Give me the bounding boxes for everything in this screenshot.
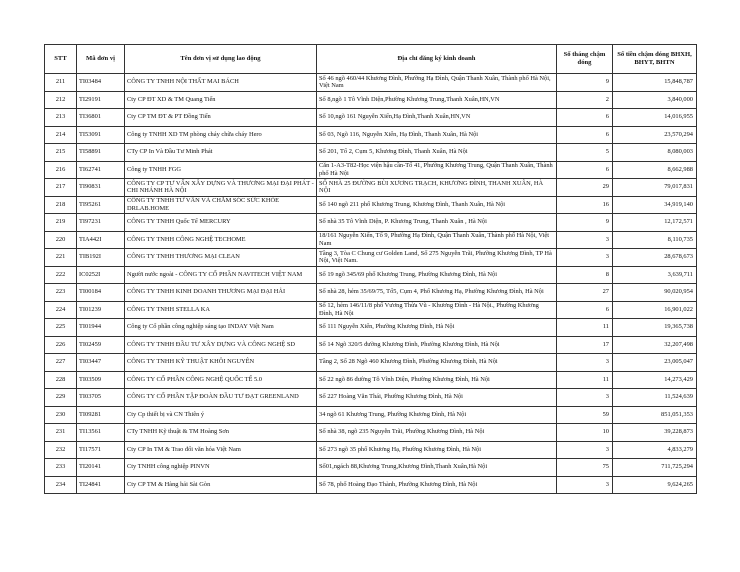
row-stt: 217 <box>45 179 77 197</box>
row-months-late: 27 <box>557 284 613 302</box>
header-code: Mã đơn vị <box>77 45 125 74</box>
table-row <box>45 74 697 92</box>
row-months-late: 3 <box>557 441 613 459</box>
row-stt: 228 <box>45 371 77 389</box>
table-row <box>45 284 697 302</box>
table-row <box>45 336 697 354</box>
row-company-name: CTy CP In Và Đầu Tư Minh Phát <box>125 144 317 162</box>
row-amount-late: 28,678,673 <box>613 249 697 267</box>
row-amount-late: 14,273,429 <box>613 371 697 389</box>
row-code: TI58891 <box>77 144 125 162</box>
row-code: TI29191 <box>77 91 125 109</box>
row-code: TI03509 <box>77 371 125 389</box>
row-code: TI62741 <box>77 161 125 179</box>
row-code: TI97231 <box>77 214 125 232</box>
row-months-late: 17 <box>557 336 613 354</box>
row-address: Số 12, hẻm 146/11/8 phố Vương Thừa Vũ - Khương Đình - Hà Nội., Phường Khương Đình, Hà Nội <box>317 301 557 319</box>
row-months-late: 10 <box>557 424 613 442</box>
row-code: IC0252I <box>77 266 125 284</box>
row-address: Số 19 ngõ 345/69 phố Khương Trung, Phường Khương Đình, Hà Nội <box>317 266 557 284</box>
row-address: Số nhà 35 Tô Vĩnh Diện, P. Khương Trung, Thanh Xuân , Hà Nội <box>317 214 557 232</box>
row-address: SỐ NHÀ 25 ĐƯỜNG BÙI XƯƠNG TRẠCH, KHƯƠNG ĐÌNH, THANH XUÂN, HÀ NỘI <box>317 179 557 197</box>
row-stt: 229 <box>45 389 77 407</box>
row-stt: 218 <box>45 196 77 214</box>
row-code: TIA442I <box>77 231 125 249</box>
row-code: TI03447 <box>77 354 125 372</box>
row-amount-late: 3,639,711 <box>613 266 697 284</box>
row-address: Số 78, phố Hoàng Đạo Thành, Phường Khương Đình, Hà Nội <box>317 476 557 494</box>
row-code: TI03705 <box>77 389 125 407</box>
row-company-name: Công ty Cổ phần công nghiệp sáng tạo INDAY Việt Nam <box>125 319 317 337</box>
row-company-name: CÔNG TY TNHH TƯ VẤN VÀ CHĂM SÓC SỨC KHỎE DRLAB.HOME <box>125 196 317 214</box>
row-address: Số 140 ngõ 211 phố Khương Trung, Khương Đình, Thanh Xuân, Hà Nội <box>317 196 557 214</box>
row-address: Số 8,ngõ 1 Tô Vĩnh Diện,Phường Khương Trung,Thanh Xuân,HN,VN <box>317 91 557 109</box>
row-months-late: 3 <box>557 231 613 249</box>
row-amount-late: 8,110,735 <box>613 231 697 249</box>
row-amount-late: 23,005,047 <box>613 354 697 372</box>
row-company-name: CÔNG TY TNHH STELLA KA <box>125 301 317 319</box>
table-row <box>45 354 697 372</box>
row-company-name: CÔNG TY CỔ PHẦN CÔNG NGHỆ QUỐC TẾ 5.0 <box>125 371 317 389</box>
row-stt: 224 <box>45 301 77 319</box>
row-code: TI13561 <box>77 424 125 442</box>
row-stt: 233 <box>45 459 77 477</box>
row-company-name: CÔNG TY TNHH THƯƠNG MẠI CLEAN <box>125 249 317 267</box>
row-company-name: Người nước ngoài - CÔNG TY CỔ PHẦN NAVITECH VIỆT NAM <box>125 266 317 284</box>
row-address: Số 14 Ngõ 320/5 đường Khương Đình, Phường Khương Đình, Hà Nội <box>317 336 557 354</box>
row-company-name: CÔNG TY TNHH Quốc Tế MERCURY <box>125 214 317 232</box>
row-company-name: Cty CP TM ĐT & PT Đồng Tiến <box>125 109 317 127</box>
row-address: Tầng 2, Số 28 Ngõ 460 Khương Đình, Phường Khương Đình, Hà Nội <box>317 354 557 372</box>
row-stt: 215 <box>45 144 77 162</box>
row-address: Số 46 ngõ 460/44 Khương Đình, Phường Hạ Đình, Quận Thanh Xuân, Thành phố Hà Nội, Việt Nam <box>317 74 557 92</box>
row-amount-late: 8,080,003 <box>613 144 697 162</box>
row-amount-late: 23,570,294 <box>613 126 697 144</box>
row-amount-late: 711,725,294 <box>613 459 697 477</box>
row-months-late: 3 <box>557 476 613 494</box>
row-stt: 221 <box>45 249 77 267</box>
row-stt: 220 <box>45 231 77 249</box>
header-row <box>45 45 697 74</box>
row-amount-late: 79,017,831 <box>613 179 697 197</box>
row-months-late: 16 <box>557 196 613 214</box>
table-row <box>45 126 697 144</box>
row-code: TI95261 <box>77 196 125 214</box>
row-address: Tầng 3, Tòa C Chung cư Golden Land, Số 275 Nguyễn Trãi, Phường Khương Đình, TP Hà Nội, Việt Nam. <box>317 249 557 267</box>
table-row <box>45 459 697 477</box>
row-company-name: Cty CP TM & Hàng hải Sài Gòn <box>125 476 317 494</box>
row-amount-late: 19,365,738 <box>613 319 697 337</box>
row-code: TI02459 <box>77 336 125 354</box>
row-months-late: 3 <box>557 354 613 372</box>
table-row <box>45 371 697 389</box>
row-months-late: 5 <box>557 144 613 162</box>
row-company-name: Cty CP In TM & Trao đổi văn hóa Việt Nam <box>125 441 317 459</box>
row-address: 18/161 Nguyễn Xiển, Tổ 9, Phường Hạ Đình, Quận Thanh Xuân, Thành phố Hà Nội, Việt Nam <box>317 231 557 249</box>
row-code: TI01239 <box>77 301 125 319</box>
row-stt: 219 <box>45 214 77 232</box>
row-amount-late: 11,524,639 <box>613 389 697 407</box>
row-address: Số01,ngách 88,Khương Trung,Khương Đình,Thanh Xuân,Hà Nội <box>317 459 557 477</box>
row-amount-late: 90,020,954 <box>613 284 697 302</box>
row-amount-late: 4,833,279 <box>613 441 697 459</box>
table-row <box>45 406 697 424</box>
row-stt: 216 <box>45 161 77 179</box>
row-code: TI17571 <box>77 441 125 459</box>
row-company-name: Công ty TNHH FGG <box>125 161 317 179</box>
header-months: Số tháng chậm đóng <box>557 45 613 74</box>
row-months-late: 3 <box>557 249 613 267</box>
row-amount-late: 39,228,873 <box>613 424 697 442</box>
row-stt: 212 <box>45 91 77 109</box>
row-months-late: 6 <box>557 161 613 179</box>
table-row <box>45 179 697 197</box>
row-code: TI20141 <box>77 459 125 477</box>
row-stt: 227 <box>45 354 77 372</box>
row-months-late: 9 <box>557 74 613 92</box>
row-address: Số 03, Ngõ 116, Nguyễn Xiển, Hạ Đình, Thanh Xuân, Hà Nội <box>317 126 557 144</box>
row-stt: 232 <box>45 441 77 459</box>
row-address: Số 22 ngõ 86 đường Tô Vĩnh Diện, Phường Khương Đình, Hà Nội <box>317 371 557 389</box>
row-company-name: Cty CP ĐT XD & TM Quang Tiến <box>125 91 317 109</box>
row-stt: 211 <box>45 74 77 92</box>
row-months-late: 2 <box>557 91 613 109</box>
row-company-name: CÔNG TY CP TƯ VẤN XÂY DỰNG VÀ THƯƠNG MẠI ĐẠI PHÁT - CHI NHÁNH HÀ NỘI <box>125 179 317 197</box>
row-stt: 223 <box>45 284 77 302</box>
row-stt: 222 <box>45 266 77 284</box>
row-amount-late: 15,848,787 <box>613 74 697 92</box>
row-code: TI00184 <box>77 284 125 302</box>
row-amount-late: 32,207,498 <box>613 336 697 354</box>
row-stt: 234 <box>45 476 77 494</box>
row-amount-late: 851,051,353 <box>613 406 697 424</box>
row-months-late: 75 <box>557 459 613 477</box>
row-amount-late: 12,172,571 <box>613 214 697 232</box>
header-name: Tên đơn vị sử dụng lao động <box>125 45 317 74</box>
table-row <box>45 161 697 179</box>
table-row <box>45 91 697 109</box>
row-months-late: 6 <box>557 301 613 319</box>
row-code: TI01944 <box>77 319 125 337</box>
table-row <box>45 249 697 267</box>
row-company-name: CÔNG TY CỔ PHẦN TẬP ĐOÀN ĐẦU TƯ ĐẠT GREENLAND <box>125 389 317 407</box>
table-row <box>45 109 697 127</box>
row-amount-late: 9,624,265 <box>613 476 697 494</box>
row-amount-late: 16,901,022 <box>613 301 697 319</box>
row-company-name: CÔNG TY TNHH CÔNG NGHỆ TECHOME <box>125 231 317 249</box>
row-months-late: 3 <box>557 389 613 407</box>
row-amount-late: 34,919,140 <box>613 196 697 214</box>
row-company-name: CÔNG TY TNHH ĐẦU TƯ XÂY DỰNG VÀ CÔNG NGHỆ SD <box>125 336 317 354</box>
row-address: Số nhà 38, ngõ 235 Nguyễn Trãi, Phường Khương Đình, Hà Nội <box>317 424 557 442</box>
row-address: Số 273 ngõ 35 phố Khương Hạ, Phường Khương Đình, Hà Nội <box>317 441 557 459</box>
row-months-late: 6 <box>557 109 613 127</box>
row-company-name: Công ty TNHH XD TM phòng cháy chữa cháy Hero <box>125 126 317 144</box>
table-row <box>45 424 697 442</box>
row-amount-late: 8,662,988 <box>613 161 697 179</box>
row-stt: 226 <box>45 336 77 354</box>
row-code: TI36801 <box>77 109 125 127</box>
row-stt: 230 <box>45 406 77 424</box>
header-address: Địa chỉ đăng ký kinh doanh <box>317 45 557 74</box>
row-months-late: 59 <box>557 406 613 424</box>
debt-table <box>44 44 697 494</box>
row-company-name: Cty Cp thiết bị và CN Thiên ý <box>125 406 317 424</box>
row-code: TI03484 <box>77 74 125 92</box>
row-code: TI53091 <box>77 126 125 144</box>
row-address: Số 10,ngõ 161 Nguyễn Xiển,Hạ Đình,Thanh Xuân,HN,VN <box>317 109 557 127</box>
row-company-name: CTy TNHH Kỹ thuật & TM Hoàng Sơn <box>125 424 317 442</box>
row-stt: 214 <box>45 126 77 144</box>
row-company-name: CÔNG TY TNHH KỸ THUẬT KHÔI NGUYÊN <box>125 354 317 372</box>
table-row <box>45 441 697 459</box>
row-address: Số nhà 28, hẻm 35/69/75, Tổ5, Cụm 4, Phố Khương Hạ, Phường Khương Đình, Hà Nội <box>317 284 557 302</box>
row-address: 34 ngõ 61 Khương Trung, Phường Khương Đình, Hà Nội <box>317 406 557 424</box>
table-row <box>45 476 697 494</box>
row-address: Số 227 Hoàng Văn Thái, Phường Khương Đình, Hà Nội <box>317 389 557 407</box>
table-row <box>45 301 697 319</box>
table-row <box>45 319 697 337</box>
row-address: Số 201, Tổ 2, Cụm 5, Khương Đình, Thanh Xuân, Hà Nội <box>317 144 557 162</box>
row-code: TIB192I <box>77 249 125 267</box>
row-amount-late: 14,016,955 <box>613 109 697 127</box>
row-amount-late: 3,840,000 <box>613 91 697 109</box>
table-row <box>45 144 697 162</box>
table-row <box>45 231 697 249</box>
table-row <box>45 196 697 214</box>
header-stt: STT <box>45 45 77 74</box>
row-months-late: 9 <box>557 214 613 232</box>
row-months-late: 29 <box>557 179 613 197</box>
row-code: TI90831 <box>77 179 125 197</box>
row-company-name: Cty TNHH công nghiệp PINVN <box>125 459 317 477</box>
table-row <box>45 389 697 407</box>
row-code: TI09281 <box>77 406 125 424</box>
row-months-late: 6 <box>557 126 613 144</box>
row-address: Số 111 Nguyễn Xiển, Phường Khương Đình, Hà Nội <box>317 319 557 337</box>
row-stt: 231 <box>45 424 77 442</box>
row-months-late: 11 <box>557 371 613 389</box>
header-amount: Số tiền chậm đóng BHXH, BHYT, BHTN <box>613 45 697 74</box>
row-stt: 213 <box>45 109 77 127</box>
row-address: Căn 1-A3-T82-Học viện hậu cần-Tổ 41, Phường Khương Trung, Quận Thanh Xuân, Thành phố Hà Nội <box>317 161 557 179</box>
table-row <box>45 214 697 232</box>
row-company-name: CÔNG TY TNHH KINH DOANH THƯƠNG MẠI ĐẠI HẢI <box>125 284 317 302</box>
row-stt: 225 <box>45 319 77 337</box>
row-code: TI24841 <box>77 476 125 494</box>
row-company-name: CÔNG TY TNHH NỘI THẤT MAI BÁCH <box>125 74 317 92</box>
table-row <box>45 266 697 284</box>
row-months-late: 11 <box>557 319 613 337</box>
row-months-late: 8 <box>557 266 613 284</box>
